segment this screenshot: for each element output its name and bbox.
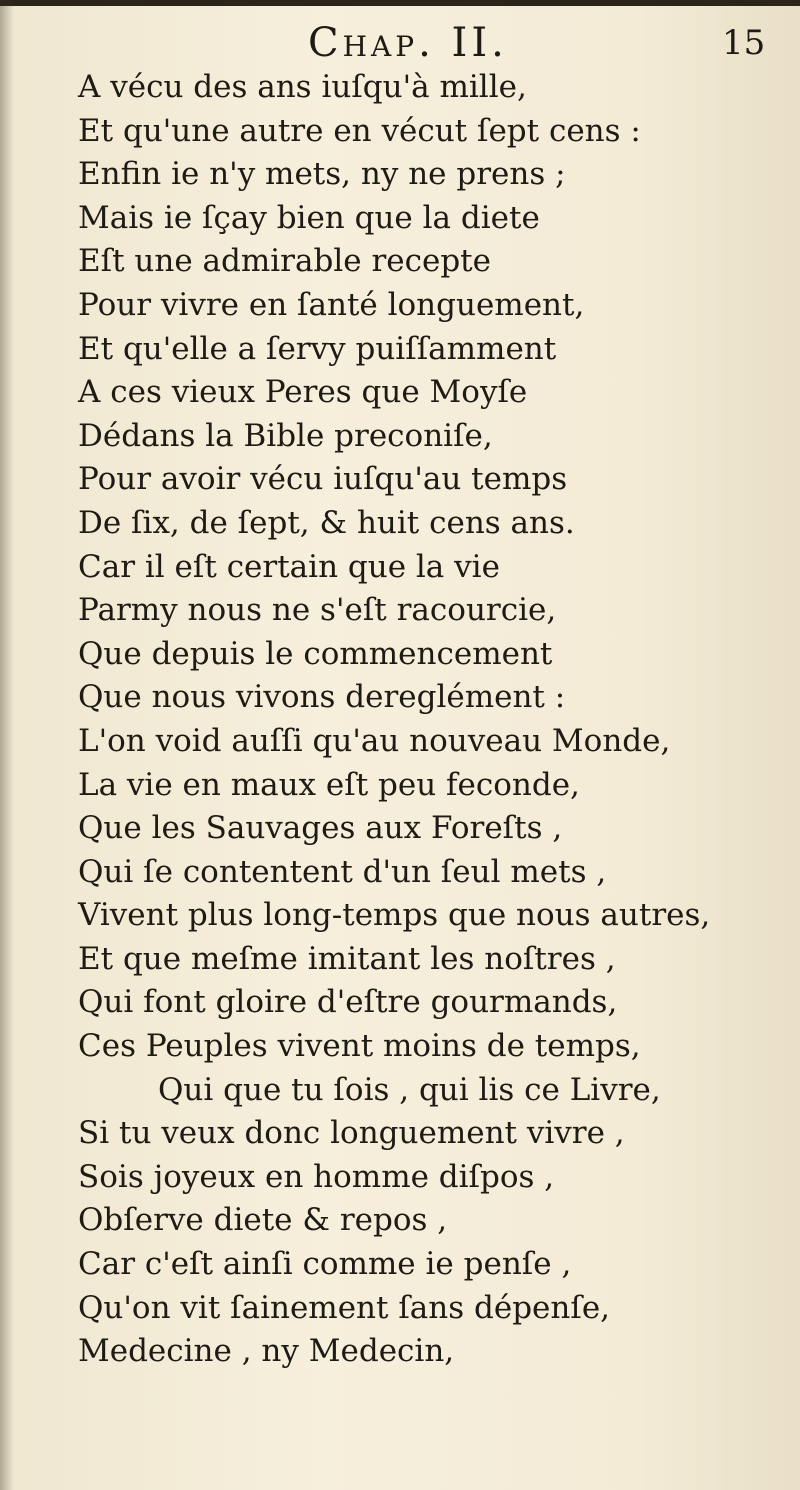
verse-line: Dédans la Bible preconiſe,	[78, 417, 493, 454]
verse-line: Qui que tu ſois , qui lis ce Livre,	[158, 1071, 661, 1108]
verse-line: Car c'eſt ainſi comme ie penſe ,	[78, 1246, 572, 1283]
verse-line: Vivent plus long-temps que nous autres,	[78, 897, 711, 934]
verse-line: De ſix, de ſept, & huit cens ans.	[78, 504, 575, 541]
verse-line: Car il eſt certain que la vie	[78, 548, 500, 585]
verse-line: Et que meſme imitant les noſtres ,	[78, 940, 616, 977]
top-edge-rule	[0, 0, 800, 6]
verse-line: La vie en maux eſt peu feconde,	[78, 766, 580, 803]
verse-line: Et qu'elle a ſervy puiſſamment	[78, 330, 557, 367]
verse-line: Ces Peuples vivent moins de temps,	[78, 1028, 641, 1065]
chapter-heading: Chap. II.	[308, 20, 508, 66]
verse-line: L'on void auſſi qu'au nouveau Monde,	[78, 722, 671, 759]
gutter-shadow	[0, 0, 14, 1490]
page-number: 15	[722, 23, 766, 63]
verse-line: Que les Sauvages aux Foreſts ,	[78, 810, 563, 847]
verse-line: Si tu veux donc longuement vivre ,	[78, 1115, 625, 1152]
verse-line: Sois joyeux en homme diſpos ,	[78, 1158, 555, 1195]
verse-line: Qu'on vit ſainement ſans dépenſe,	[78, 1289, 611, 1326]
verse-line: A ces vieux Peres que Moyſe	[78, 374, 528, 411]
verse-line: Qui ſe contentent d'un ſeul mets ,	[78, 853, 607, 890]
verse-line: Medecine , ny Medecin,	[78, 1333, 455, 1370]
verse-line: Qui font gloire d'eſtre gourmands,	[78, 984, 618, 1021]
verse-line: Enfin ie n'y mets, ny ne prens ;	[78, 156, 566, 193]
verse-line: Eſt une admirable recepte	[78, 243, 491, 280]
verse-line: Obſerve diete & repos ,	[78, 1202, 448, 1239]
verse-line: Parmy nous ne s'eſt racourcie,	[78, 592, 557, 629]
verse-line: Que depuis le commencement	[78, 635, 553, 672]
verse-line: Que nous vivons dereglément :	[78, 679, 566, 716]
poem-text	[78, 66, 778, 1374]
verse-line: Pour vivre en ſanté longuement,	[78, 286, 585, 323]
running-header	[0, 18, 800, 68]
verse-line: Pour avoir vécu iuſqu'au temps	[78, 461, 568, 498]
verse-line: Mais ie ſçay bien que la diete	[78, 199, 540, 236]
verse-line: A vécu des ans iuſqu'à mille,	[78, 69, 527, 105]
verse-line: Et qu'une autre en vécut ſept cens :	[78, 112, 641, 149]
